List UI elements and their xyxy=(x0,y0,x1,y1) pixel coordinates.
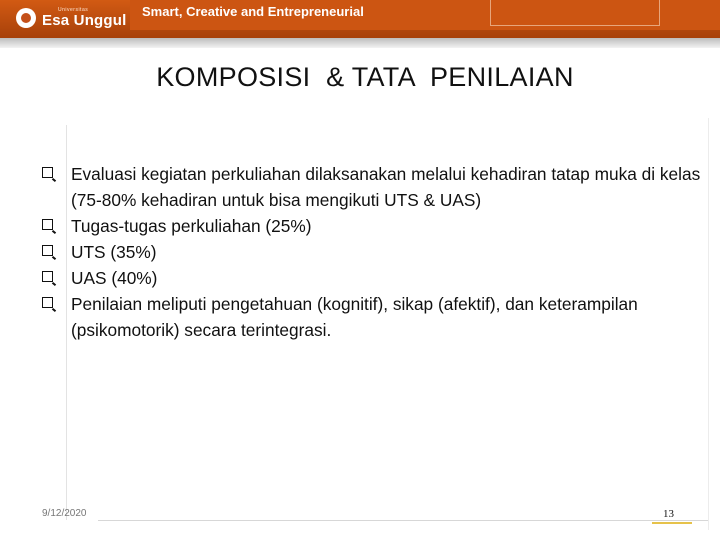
checkbox-bullet-icon xyxy=(42,271,53,282)
checkbox-bullet-icon xyxy=(42,245,53,256)
logo-text: Esa Unggul xyxy=(42,11,127,29)
tagline: Smart, Creative and Entrepreneurial xyxy=(142,4,364,19)
page-number: 13 xyxy=(663,508,674,520)
bullet-list xyxy=(42,161,702,343)
checkbox-bullet-icon xyxy=(42,219,53,230)
slide-title: KOMPOSISI & TATA PENILAIAN xyxy=(156,62,574,92)
bullet-item xyxy=(42,265,702,291)
bullet-item xyxy=(42,239,702,265)
bullet-text: Penilaian meliputi pengetahuan (kognitif), sikap (afektif), dan keterampilan (psikomotorik) secara terintegrasi. xyxy=(71,294,638,340)
bullet-text: Evaluasi kegiatan perkuliahan dilaksanakan melalui kehadiran tatap muka di kelas (75-80% kehadiran untuk bisa mengikuti UTS & UAS) xyxy=(71,164,701,210)
header-shadow-band xyxy=(0,38,720,48)
bullet-text: UAS (40%) xyxy=(71,268,158,288)
right-divider xyxy=(708,118,709,530)
logo-caption: Universitas xyxy=(58,7,89,13)
checkbox-bullet-icon xyxy=(42,167,53,178)
bullet-item xyxy=(42,161,702,213)
header-box xyxy=(490,0,660,26)
checkbox-bullet-icon xyxy=(42,297,53,308)
bullet-text: UTS (35%) xyxy=(71,242,157,262)
bullet-text: Tugas-tugas perkuliahan (25%) xyxy=(71,216,312,236)
header-bar xyxy=(0,0,720,38)
footer-date: 9/12/2020 xyxy=(42,508,87,519)
page-number-underline xyxy=(652,522,692,524)
footer-divider xyxy=(98,520,708,521)
logo-emblem-icon xyxy=(16,8,36,28)
bullet-item xyxy=(42,213,702,239)
bullet-item xyxy=(42,291,702,343)
university-logo xyxy=(16,4,127,32)
